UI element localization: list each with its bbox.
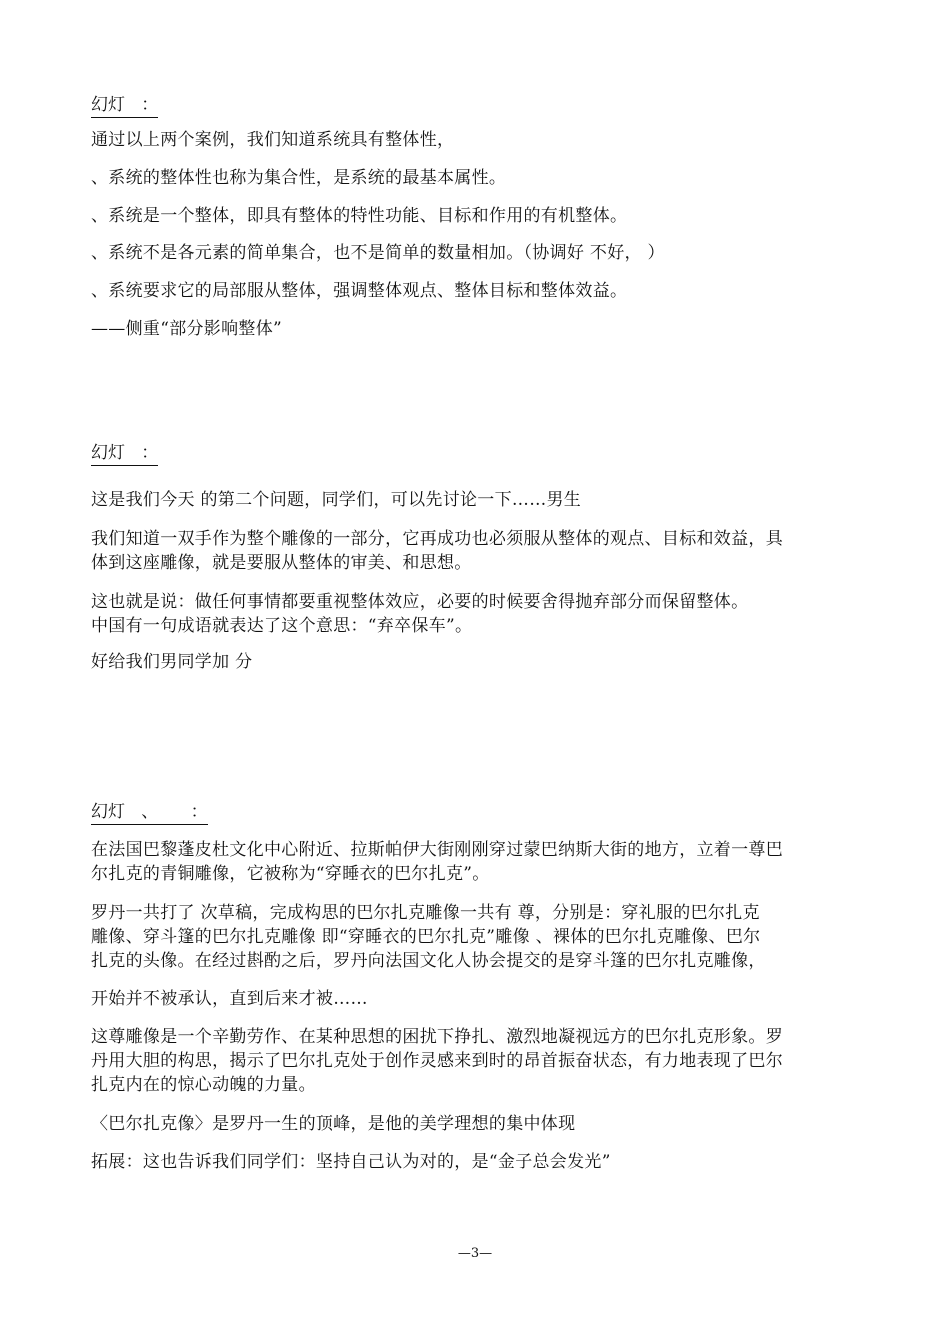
paragraph-line: 扎克内在的惊心动魄的力量。 [91,1075,316,1095]
paragraph-line: 扎克的头像。在经过斟酌之后，罗丹向法国文化人协会提交的是穿斗篷的巴尔扎克雕像， [91,951,766,971]
paragraph-line: 〈巴尔扎克像〉是罗丹一生的顶峰，是他的美学理想的集中体现 [91,1114,576,1134]
paragraph-line: 尔扎克的青铜雕像，它被称为“穿睡衣的巴尔扎克”。 [91,864,490,884]
paragraph-line: 好给我们男同学加 分 [91,652,253,672]
paragraph-line: 雕像、穿斗篷的巴尔扎克雕像 即“穿睡衣的巴尔扎克”雕像 、裸体的巴尔扎克雕像、巴尔 [91,927,761,947]
slide-heading-3: 幻灯 、 ： [91,802,208,825]
paragraph-line: 拓展：这也告诉我们同学们：坚持自己认为对的，是“金子总会发光” [91,1152,611,1172]
list-item: 、系统是一个整体，即具有整体的特性功能、目标和作用的有机整体。 [91,206,628,226]
slide-heading-2: 幻灯 ： [91,443,158,466]
paragraph-line: 我们知道一双手作为整个雕像的一部分，它再成功也必须服从整体的观点、目标和效益，具 [91,529,783,549]
paragraph-line: 这也就是说：做任何事情都要重视整体效应，必要的时候要舍得抛弃部分而保留整体。 [91,592,749,612]
paragraph-line: 开始并不被承认，直到后来才被…… [91,989,368,1009]
paragraph-line: 这尊雕像是一个辛勤劳作、在某种思想的困扰下挣扎、激烈地凝视远方的巴尔扎克形象。罗 [91,1027,783,1047]
slide-heading-1: 幻灯 ： [91,95,158,118]
paragraph-line: 丹用大胆的构思，揭示了巴尔扎克处于创作灵感来到时的昂首振奋状态，有力地表现了巴尔 [91,1051,783,1071]
page-number: —3— [457,1246,493,1261]
paragraph-line: 通过以上两个案例，我们知道系统具有整体性， [91,130,455,150]
paragraph-line: 这是我们今天 的第二个问题，同学们，可以先讨论一下……男生 [91,490,582,510]
paragraph-line: 罗丹一共打了 次草稿，完成构思的巴尔扎克雕像一共有 尊，分别是：穿礼服的巴尔扎克 [91,903,760,923]
list-item: 、系统的整体性也称为集合性，是系统的最基本属性。 [91,168,507,188]
list-item: 、系统不是各元素的简单集合，也不是简单的数量相加。（协调好 不好， ） [91,243,665,263]
paragraph-line: 中国有一句成语就表达了这个意思：“弃卒保车”。 [91,616,473,636]
list-item: 、系统要求它的局部服从整体，强调整体观点、整体目标和整体效益。 [91,281,628,301]
paragraph-line: 体到这座雕像，就是要服从整体的审美、和思想。 [91,553,472,573]
paragraph-line: ——侧重“部分影响整体” [91,319,282,339]
paragraph-line: 在法国巴黎蓬皮杜文化中心附近、拉斯帕伊大街刚刚穿过蒙巴纳斯大街的地方，立着一尊巴 [91,840,783,860]
